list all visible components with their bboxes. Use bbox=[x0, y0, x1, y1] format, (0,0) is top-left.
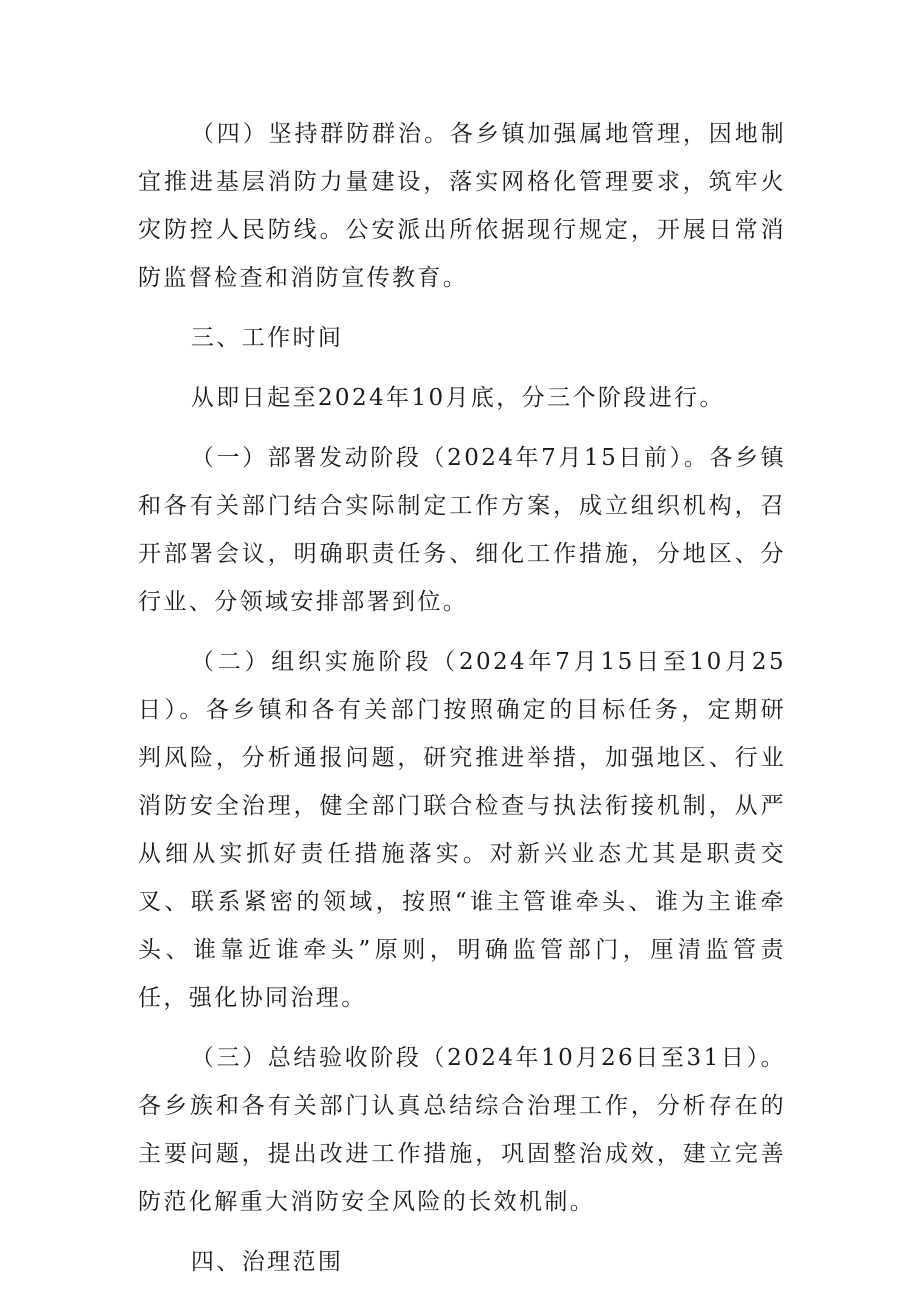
section-heading-scope: 四、治理范围 bbox=[190, 1249, 344, 1275]
paragraph-principle-4: （四）坚持群防群治。各乡镇加强属地管理，因地制宜推进基层消防力量建设，落实网格化管理要求，筑牢火灾防控人民防线。公安派出所依据现行规定，开展日常消防监督检查和消防宣传教育。 bbox=[138, 121, 786, 291]
paragraph-phase-3: （三）总结验收阶段（2024年10月26日至31日）。各乡族和各有关部门认真总结综合治理工作，分析存在的主要问题，提出改进工作措施，巩固整治成效，建立完善防范化解重大消防安全风险的长效机制。 bbox=[138, 1045, 786, 1215]
paragraph-time-overview: 从即日起至2024年10月底，分三个阶段进行。 bbox=[190, 385, 725, 411]
section-heading-work-time: 三、工作时间 bbox=[190, 325, 344, 351]
paragraph-phase-1: （一）部署发动阶段（2024年7月15日前）。各乡镇和各有关部门结合实际制定工作方案，成立组织机构，召开部署会议，明确职责任务、细化工作措施，分地区、分行业、分领域安排部署到位。 bbox=[138, 445, 786, 615]
paragraph-phase-2: （二）组织实施阶段（2024年7月15日至10月25日）。各乡镇和各有关部门按照确定的目标任务，定期研判风险，分析通报问题，研究推进举措，加强地区、行业消防安全治理，健全部门联合检查与执法衔接机制，从严从细从实抓好责任措施落实。对新兴业态尤其是职责交叉、联系紧密的领域，按照“谁主管谁牵头、谁为主谁牵头、谁靠近谁牵头”原则，明确监管部门，厘清监管责任，强化协同治理。 bbox=[138, 649, 786, 1011]
document-body bbox=[138, 110, 786, 1286]
